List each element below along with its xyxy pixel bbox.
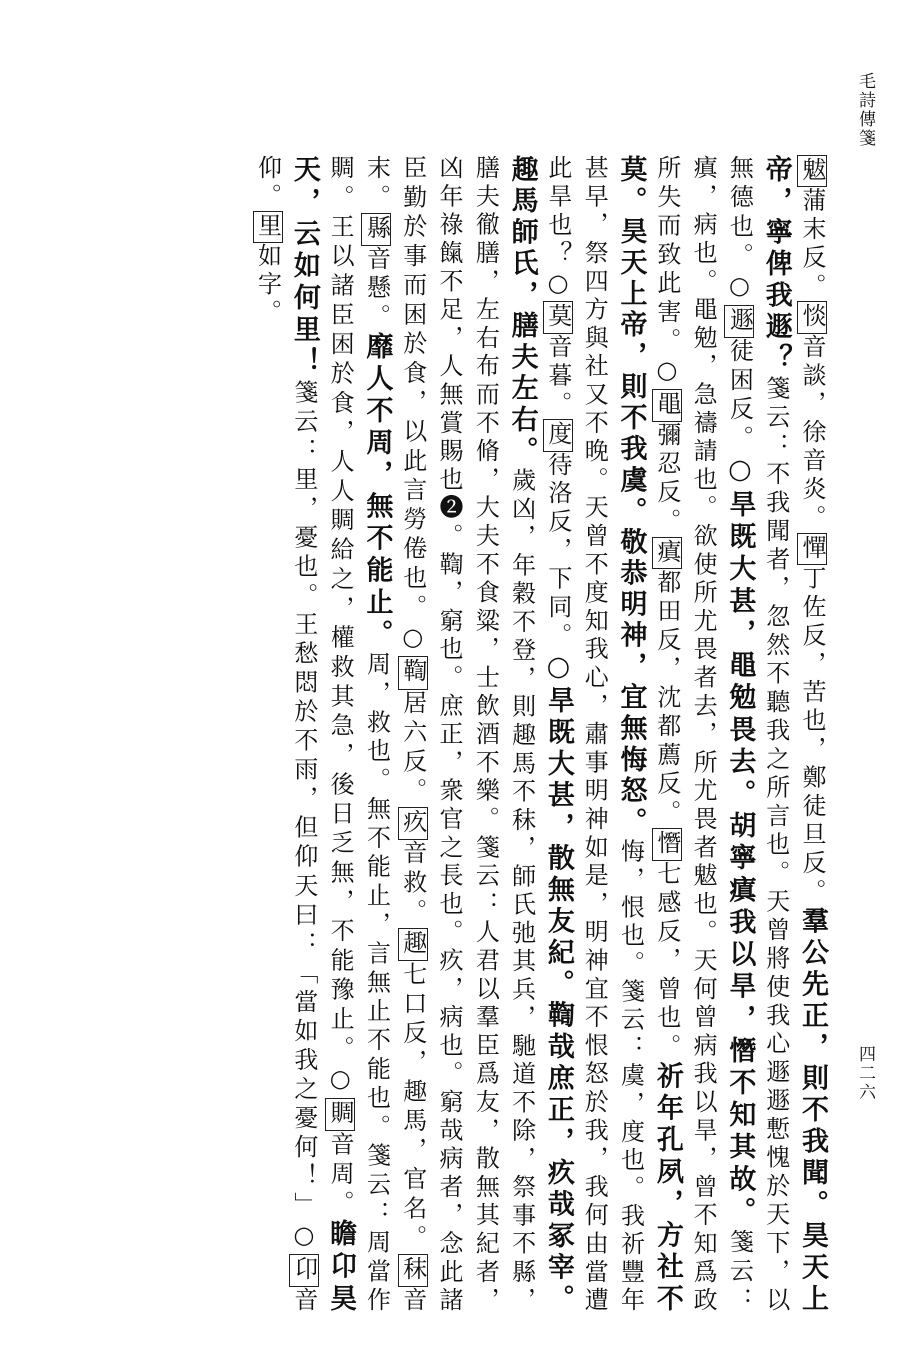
annotation-segment: 音暮。 [543, 333, 572, 420]
page-number: 四二六 [855, 1045, 875, 1102]
boxed-character: 秣 [398, 1255, 427, 1286]
annotation-segment: 悔，恨也。箋云：虞，度也。我祈豐年甚早，祭四方與社又不晚。天曾不度知我心，肅事明神如是，明神宜不恨怒於我，我何由當遭此旱也？○ [543, 155, 645, 1316]
annotation-segment: 音談，徐音炎。 [798, 333, 826, 533]
boxed-character: 黽 [652, 390, 681, 420]
annotation-segment: 都田反，沈都薦反。 [652, 569, 681, 828]
boxed-character: 魃 [798, 157, 826, 186]
boxed-character: 莫 [543, 303, 572, 332]
boxed-character: 遯 [725, 306, 754, 336]
annotation-segment: 居六反。 [398, 689, 427, 807]
annotation-segment: 丁佐反，苦也，鄭徒旦反。 [798, 565, 826, 907]
annotation-segment: 徒困反。 [725, 337, 754, 455]
boxed-character: 卬 [289, 1255, 318, 1286]
boxed-character: 疚 [398, 808, 427, 839]
boxed-character: 憚 [798, 534, 826, 564]
boxed-character: 賙 [326, 1099, 355, 1130]
annotation-segment: 音末。 [362, 155, 427, 1316]
annotation-segment: 待洛反，下同。 [543, 451, 572, 651]
annotation-segment: 歲凶，年穀不登，則趣馬不秣，師氏弛其兵，馳道不除，祭事不縣，膳夫徹膳，左右布而不脩，大夫不食粱，士飲酒不樂。箋云：人君以羣臣爲友，散無其紀者，凶年祿餼不足，人無賞賜也❷。鞫，窮也。庶正，衆官之長也。疚，病也。窮哉病者，念此諸臣勤於事而困於食，以此言勞倦也。○ [398, 155, 536, 1316]
boxed-character: 憯 [652, 830, 681, 859]
boxed-character: 鞫 [398, 658, 427, 688]
boxed-character: 里 [253, 213, 282, 241]
boxed-character: 縣 [362, 214, 391, 244]
annotation-segment: 箋云：不我聞者，忽然不聽我之所言也。天曾將使我心遯遯慙愧於天下，以無德也。○ [725, 155, 790, 1316]
annotation-segment: 音周。 [326, 1131, 355, 1220]
page-body-text [10, 155, 830, 1315]
annotation-segment: 七口反，趣馬，官名。 [398, 961, 427, 1254]
boxed-character: 趣 [398, 929, 427, 960]
annotation-segment: 七感反，曾也。 [652, 860, 681, 1062]
main-text-segment: 羣公先正，則不我聞。昊天上帝，寧俾我遯？ [760, 155, 828, 1316]
boxed-character: 瘨 [652, 538, 681, 568]
annotation-segment: 彌忍反。 [652, 421, 681, 537]
main-text-segment: ○旱既大甚，黽勉畏去。胡寧瘨我以旱，憯不知其故。 [724, 454, 756, 1229]
book-title: 毛詩傳箋 [855, 72, 875, 148]
annotation-segment: 如字。 [253, 243, 282, 327]
annotation-segment: 箋云：里，憂也。王愁悶於不雨，但仰天曰：「當如我之憂何！」○ [289, 379, 318, 1254]
boxed-character: 度 [543, 421, 572, 450]
annotation-segment: 周，救也。無不能止，言無止不能也。箋云：周當作賙。王以諸臣困於食，人人賙給之，權救其急，後日乏無，不能豫止。○ [326, 155, 391, 1316]
annotation-segment: 箋云：瘨，病也。黽勉，急禱請也。欲使所尤畏者去，所尤畏者魃也。天何曾病我以旱，曾不知爲政所失而致此害。○ [652, 155, 754, 1316]
main-text-segment: 靡人不周，無不能止。 [361, 332, 393, 652]
main-text-segment: 瞻卬昊天，云如何里！ [288, 155, 357, 1316]
main-text-segment: 祈年孔夙，方社不莫。昊天上帝，則不我虞。敬恭明神，宜無悔怒。 [615, 155, 683, 1316]
boxed-character: 惔 [798, 303, 826, 332]
annotation-segment: 音救。 [398, 840, 427, 928]
annotation-segment: 音仰。 [253, 155, 318, 1316]
annotation-segment: 音懸。 [362, 245, 391, 333]
annotation-segment: 蒲末反。 [798, 187, 826, 302]
main-text-segment: ○旱既大甚，散無友紀。鞫哉庶正，疚哉冢宰。趣馬師氏，膳夫左右。 [506, 155, 574, 1316]
